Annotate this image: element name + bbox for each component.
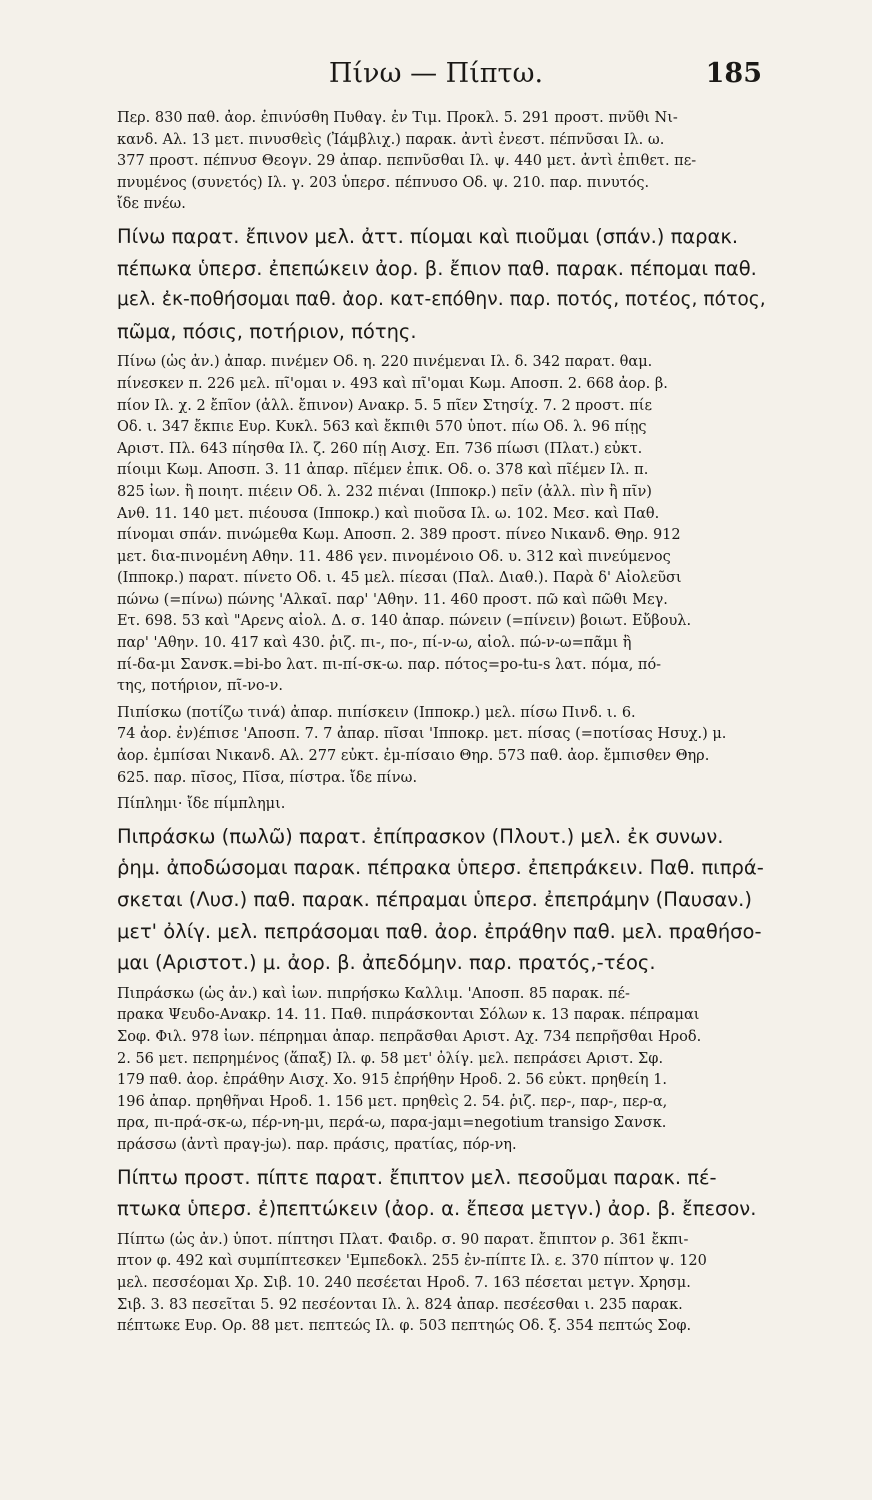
text-line: της, ποτήριον, πῖ-νο-ν.: [117, 678, 283, 695]
text-line: μαι (Αριστοτ.) μ. ἀορ. β. ἀπεδόμην. παρ. πρατός,-τέος.: [117, 951, 656, 975]
text-line: ἀορ. ἐμπίσαι Νικανδ. Αλ. 277 εὐκτ. ἐμ-πίσαιο Θηρ. 573 παθ. ἀορ. ἔμπισθεν Θηρ.: [117, 748, 710, 765]
page-number: 185: [705, 58, 762, 89]
entry-block-pipto-headword: [117, 1162, 767, 1225]
text-line: Πίνω παρατ. ἔπινον μελ. ἀττ. πίομαι καὶ πιοῦμαι (σπάν.) παρακ.: [117, 224, 739, 248]
text-line: Πιπράσκω (πωλῶ) παρατ. ἐπίπρασκον (Πλουτ.) μελ. ἐκ συνων.: [117, 824, 724, 848]
text-line: ἴδε πνέω.: [117, 196, 186, 213]
text-line: (Ιπποκρ.) παρατ. πίνετο Οδ. ι. 45 μελ. πίεσαι (Παλ. Διαθ.). Παρὰ δ' Αἰολεῦσι: [117, 570, 682, 587]
entry-block-pipto-details: [117, 1230, 767, 1338]
text-line: 196 ἀπαρ. πρηθῆναι Ηροδ. 1. 156 μετ. πρηθεὶς 2. 54. ῥιζ. περ-, παρ-, περ-α,: [117, 1093, 668, 1110]
entry-block-pinysko-continuation: [117, 108, 767, 216]
text-line: 74 ἀορ. ἐν)έπισε 'Αποσπ. 7. 7 ἀπαρ. πῖσαι 'Ιπποκρ. μετ. πίσας (=ποτίσας Ησυχ.) μ.: [117, 726, 727, 743]
text-line: Περ. 830 παθ. ἀορ. ἐπινύσθη Πυθαγ. ἐν Τιμ. Προκλ. 5. 291 προστ. πνῦθι Νι-: [117, 110, 678, 126]
text-line: πρα, πι-πρά-σκ-ω, πέρ-νη-μι, περά-ω, παρα-jαμι=negotium transigo Σανσκ.: [117, 1115, 667, 1132]
text-line: Ανθ. 11. 140 μετ. πιέουσα (Ιπποκρ.) καὶ πιοῦσα Ιλ. ω. 102. Μεσ. καὶ Παθ.: [117, 505, 660, 522]
text-line: ῥημ. ἀποδώσομαι παρακ. πέπρακα ὑπερσ. ἐπεπράκειν. Παθ. πιπρά-: [117, 856, 764, 880]
text-line: πώνω (=πίνω) πώνης 'Αλκαῖ. παρ' 'Αθην. 11. 460 προστ. πῶ καὶ πῶθι Μεγ.: [117, 591, 668, 608]
entry-block-pipleemi: [117, 794, 767, 816]
text-line: πέπτωκε Ευρ. Ορ. 88 μετ. πεπτεώς Ιλ. φ. 503 πεπτηώς Οδ. ξ. 354 πεπτώς Σοφ.: [117, 1318, 692, 1335]
text-line: κανδ. Αλ. 13 μετ. πινυσθεὶς (Ἰάμβλιχ.) παρακ. ἀντὶ ἐνεστ. πέπνῦσαι Ιλ. ω.: [117, 131, 665, 148]
text-line: Πιπίσκω (ποτίζω τινά) ἀπαρ. πιπίσκειν (Ιπποκρ.) μελ. πίσω Πινδ. ι. 6.: [117, 704, 636, 721]
text-line: πτον φ. 492 καὶ συμπίπτεσκεν 'Εμπεδοκλ. 255 ἐν-πίπτε Ιλ. ε. 370 πίπτον ψ. 120: [117, 1253, 707, 1270]
text-line: παρ' 'Αθην. 10. 417 καὶ 430. ῥιζ. πι-, πο-, πί-ν-ω, αἰολ. πώ-ν-ω=πᾶμι ἢ: [117, 635, 632, 652]
text-line: Ετ. 698. 53 καὶ "Αρενς αἰολ. Δ. σ. 140 ἀπαρ. πώνειν (=πίνειν) βοιωτ. Εὔβουλ.: [117, 613, 692, 630]
text-line: Σοφ. Φιλ. 978 ἰων. πέπρημαι ἀπαρ. πεπρᾶσθαι Αριστ. Αχ. 734 πεπρῆσθαι Ηροδ.: [117, 1028, 702, 1045]
text-line: μελ. ἐκ-ποθήσομαι παθ. ἀορ. κατ-επόθην. παρ. ποτός, ποτέος, πότος,: [117, 289, 766, 311]
text-line: Πίπτω προστ. πίπτε παρατ. ἔπιπτον μελ. πεσοῦμαι παρακ. πέ-: [117, 1165, 717, 1189]
text-line: πνυμένος (συνετός) Ιλ. γ. 203 ὑπερσ. πέπνυσο Οδ. ψ. 210. παρ. πινυτός.: [117, 174, 650, 191]
page-body: [117, 108, 767, 1338]
text-line: μετ. δια-πινομένη Αθην. 11. 486 γεν. πινομένοιο Οδ. υ. 312 καὶ πινεύμενος: [117, 548, 671, 565]
entry-block-piprasko-details: [117, 984, 767, 1157]
text-line: Πιπράσκω (ὡς ἀν.) καὶ ἰων. πιπρήσκω Καλλιμ. 'Αποσπ. 85 παρακ. πέ-: [117, 985, 630, 1002]
text-line: πίνεσκεν π. 226 μελ. πῖ'ομαι ν. 493 καὶ πῖ'ομαι Κωμ. Αποσπ. 2. 668 ἀορ. β.: [117, 375, 668, 392]
text-line: σκεται (Λυσ.) παθ. παρακ. πέπραμαι ὑπερσ. ἐπεπράμην (Παυσαν.): [117, 888, 752, 911]
text-line: Οδ. ι. 347 ἔκπιε Ευρ. Κυκλ. 563 καὶ ἔκπιθι 570 ὑποτ. πίω Οδ. λ. 96 πίῃς: [117, 419, 647, 436]
entry-block-piprasko-headword: [117, 821, 767, 979]
entry-block-pipisko: [117, 703, 767, 789]
text-line: πρακα Ψευδο-Ανακρ. 14. 11. Παθ. πιπράσκονται Σόλων κ. 13 παρακ. πέπραμαι: [117, 1007, 700, 1024]
text-line: 377 προστ. πέπνυσ Θεογν. 29 ἀπαρ. πεπνῦσθαι Ιλ. ψ. 440 μετ. ἀντὶ ἐπιθετ. πε-: [117, 153, 697, 170]
text-line: Σιβ. 3. 83 πεσεῖται 5. 92 πεσέονται Ιλ. λ. 824 ἀπαρ. πεσέεσθαι ι. 235 παρακ.: [117, 1296, 683, 1313]
text-line: 625. παρ. πῖσος, Πῖσα, πίστρα. ἴδε πίνω.: [117, 769, 418, 786]
text-line: Πίνω (ὡς ἀν.) ἀπαρ. πινέμεν Οδ. η. 220 πινέμεναι Ιλ. δ. 342 παρατ. θαμ.: [117, 354, 653, 371]
text-line: 2. 56 μετ. πεπρημένος (ἅπαξ) Ιλ. φ. 58 μετ' ὀλίγ. μελ. πεπράσει Αριστ. Σφ.: [117, 1050, 664, 1067]
text-line: 825 ἰων. ἢ ποιητ. πιέειν Οδ. λ. 232 πιέναι (Ιπποκρ.) πεῖν (ἀλλ. πὶν ἢ πῖν): [117, 483, 652, 500]
entry-block-pino-headword: [117, 221, 767, 347]
running-head: Πίνω — Πίπτω.: [328, 58, 544, 89]
text-line: μελ. πεσσέομαι Χρ. Σιβ. 10. 240 πεσέεται Ηροδ. 7. 163 πέσεται μετγν. Χρησμ.: [117, 1274, 691, 1291]
page-header: [0, 58, 872, 98]
text-line: πῶμα, πόσις, ποτήριον, πότης.: [117, 319, 417, 343]
text-line: πίον Ιλ. χ. 2 ἔπῖον (ἀλλ. ἔπινον) Ανακρ. 5. 5 πῖεν Στησίχ. 7. 2 προστ. πίε: [117, 397, 652, 414]
entry-block-pino-details: [117, 352, 767, 698]
text-line: πίοιμι Κωμ. Αποσπ. 3. 11 ἀπαρ. πῖέμεν ἐπικ. Οδ. ο. 378 καὶ πῖέμεν Ιλ. π.: [117, 462, 649, 479]
text-line: πί-δα-μι Σανσκ.=bi-bo λατ. πι-πί-σκ-ω. παρ. πότος=po-tu-s λατ. πόμα, πό-: [117, 656, 662, 673]
text-line: 179 παθ. ἀορ. ἐπράθην Αισχ. Χο. 915 ἐπρήθην Ηροδ. 2. 56 εὐκτ. πρηθείη 1.: [117, 1072, 668, 1089]
text-line: Πίπλημι· ἴδε πίμπλημι.: [117, 796, 286, 813]
text-line: Αριστ. Πλ. 643 πίησθα Ιλ. ζ. 260 πίῃ Αισχ. Επ. 736 πίωσι (Πλατ.) εὐκτ.: [117, 440, 643, 457]
text-line: πτωκα ὑπερσ. ἐ)πεπτώκειν (ἀορ. α. ἔπεσα μετγν.) ἀορ. β. ἔπεσον.: [117, 1197, 757, 1221]
text-line: Πίπτω (ὡς ἀν.) ὑποτ. πίπτησι Πλατ. Φαιδρ. σ. 90 παρατ. ἔπιπτον ρ. 361 ἔκπι-: [117, 1231, 689, 1248]
text-line: πράσσω (ἀντὶ πραγ-jω). παρ. πράσις, πρατίας, πόρ-νη.: [117, 1136, 517, 1153]
text-line: πίνομαι σπάν. πινώμεθα Κωμ. Αποσπ. 2. 389 προστ. πίνεο Νικανδ. Θηρ. 912: [117, 527, 681, 544]
text-line: μετ' ὀλίγ. μελ. πεπράσομαι παθ. ἀορ. ἐπράθην παθ. μελ. πραθήσο-: [117, 919, 762, 943]
text-line: πέπωκα ὑπερσ. ἐπεπώκειν ἀορ. β. ἔπιον παθ. παρακ. πέπομαι παθ.: [117, 256, 757, 280]
